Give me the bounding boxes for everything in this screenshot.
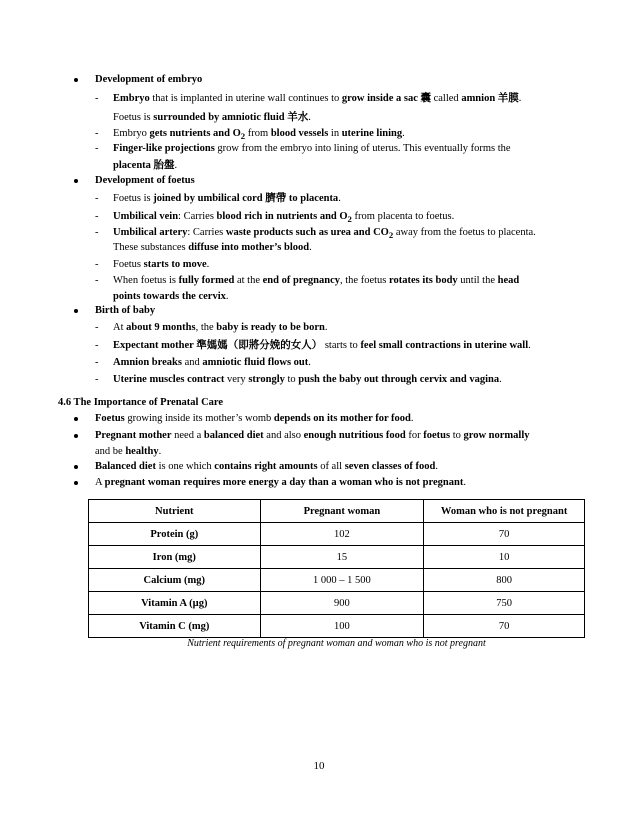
dash: - (95, 275, 99, 286)
header-nutrient: Nutrient (89, 500, 261, 523)
bullet-icon (74, 78, 78, 82)
embryo-line-1: Embryo that is implanted in uterine wall continues to grow inside a sac 囊 called amnion 羊膜. (113, 93, 522, 104)
heading-development-foetus: Development of foetus (95, 175, 195, 186)
bullet-icon (74, 481, 78, 485)
header-non-pregnant-woman: Woman who is not pregnant (424, 500, 585, 523)
embryo-line-5: placenta 胎盤. (113, 160, 178, 171)
embryo-line-3: Embryo gets nutrients and $O_2$ from blood vessels in uterine lining. (113, 128, 405, 142)
bullet-icon (74, 309, 78, 313)
heading-development-embryo: Development of embryo (95, 74, 203, 85)
prenatal-line-4: Balanced diet is one which contains right amounts of all seven classes of food. (95, 461, 439, 472)
dash: - (95, 259, 99, 270)
table-row (89, 523, 585, 546)
dash: - (95, 357, 99, 368)
nutrient-cell: Calcium (mg) (89, 569, 261, 592)
non-pregnant-value-cell: 70 (424, 523, 585, 546)
bullet-icon (74, 434, 78, 438)
foetus-line-1: Foetus is joined by umbilical cord 臍帶 to placenta. (113, 193, 341, 204)
dash: - (95, 93, 99, 104)
pregnant-value-cell: 100 (260, 615, 424, 638)
pregnant-value-cell: 102 (260, 523, 424, 546)
non-pregnant-value-cell: 800 (424, 569, 585, 592)
prenatal-line-5: A pregnant woman requires more energy a day than a woman who is not pregnant. (95, 477, 466, 488)
pregnant-value-cell: 15 (260, 546, 424, 569)
nutrient-cell: Protein (g) (89, 523, 261, 546)
non-pregnant-value-cell: 10 (424, 546, 585, 569)
pregnant-value-cell: 900 (260, 592, 424, 615)
dash: - (95, 227, 99, 238)
dash: - (95, 211, 99, 222)
birth-line-4: Uterine muscles contract very strongly to push the baby out through cervix and vagina. (113, 374, 502, 385)
foetus-line-4: These substances diffuse into mother’s blood. (113, 242, 312, 253)
heading-birth-of-baby: Birth of baby (95, 305, 156, 316)
pregnant-value-cell: 1 000 – 1 500 (260, 569, 424, 592)
bullet-icon (74, 465, 78, 469)
birth-line-1: At about 9 months, the baby is ready to be born. (113, 322, 328, 333)
non-pregnant-value-cell: 70 (424, 615, 585, 638)
embryo-line-4: Finger-like projections grow from the embryo into lining of uterus. This eventually forms the (113, 143, 511, 154)
nutrient-cell: Vitamin A (µg) (89, 592, 261, 615)
bullet-icon (74, 417, 78, 421)
dash: - (95, 143, 99, 154)
section-heading-prenatal-care: 4.6 The Importance of Prenatal Care (58, 397, 224, 408)
table-row (89, 615, 585, 638)
dash: - (95, 340, 99, 351)
prenatal-line-2: Pregnant mother need a balanced diet and also enough nutritious food for foetus to grow normally (95, 430, 530, 441)
dash: - (95, 374, 99, 385)
table-row (89, 569, 585, 592)
foetus-line-5: Foetus starts to move. (113, 259, 210, 270)
table-row (89, 546, 585, 569)
page-number: 10 (313, 760, 325, 772)
dash: - (95, 128, 99, 139)
foetus-line-2: Umbilical vein: Carries blood rich in nutrients and $O_2$ from placenta to foetus. (113, 211, 455, 225)
nutrient-cell: Vitamin C (mg) (89, 615, 261, 638)
birth-line-3: Amnion breaks and amniotic fluid flows out. (113, 357, 311, 368)
dash: - (95, 322, 99, 333)
nutrient-table (88, 499, 585, 638)
header-pregnant-woman: Pregnant woman (260, 500, 424, 523)
bullet-icon (74, 179, 78, 183)
nutrient-cell: Iron (mg) (89, 546, 261, 569)
prenatal-line-3: and be healthy. (95, 446, 162, 457)
prenatal-line-1: Foetus growing inside its mother’s womb depends on its mother for food. (95, 413, 414, 424)
embryo-line-2: Foetus is surrounded by amniotic fluid 羊水. (113, 112, 311, 123)
table-caption: Nutrient requirements of pregnant woman and woman who is not pregnant (187, 638, 486, 649)
foetus-line-3: Umbilical artery: Carries waste products such as urea and $CO_2$ away from the foetus to placenta. (113, 227, 536, 241)
foetus-line-6: When foetus is fully formed at the end of pregnancy, the foetus rotates its body until the head (113, 275, 520, 286)
non-pregnant-value-cell: 750 (424, 592, 585, 615)
birth-line-2: Expectant mother 準媽媽（即將分娩的女人） starts to feel small contractions in uterine wall. (113, 340, 531, 351)
foetus-line-7: points towards the cervix. (113, 291, 229, 302)
table-row (89, 592, 585, 615)
table-header-row (89, 500, 585, 523)
dash: - (95, 193, 99, 204)
